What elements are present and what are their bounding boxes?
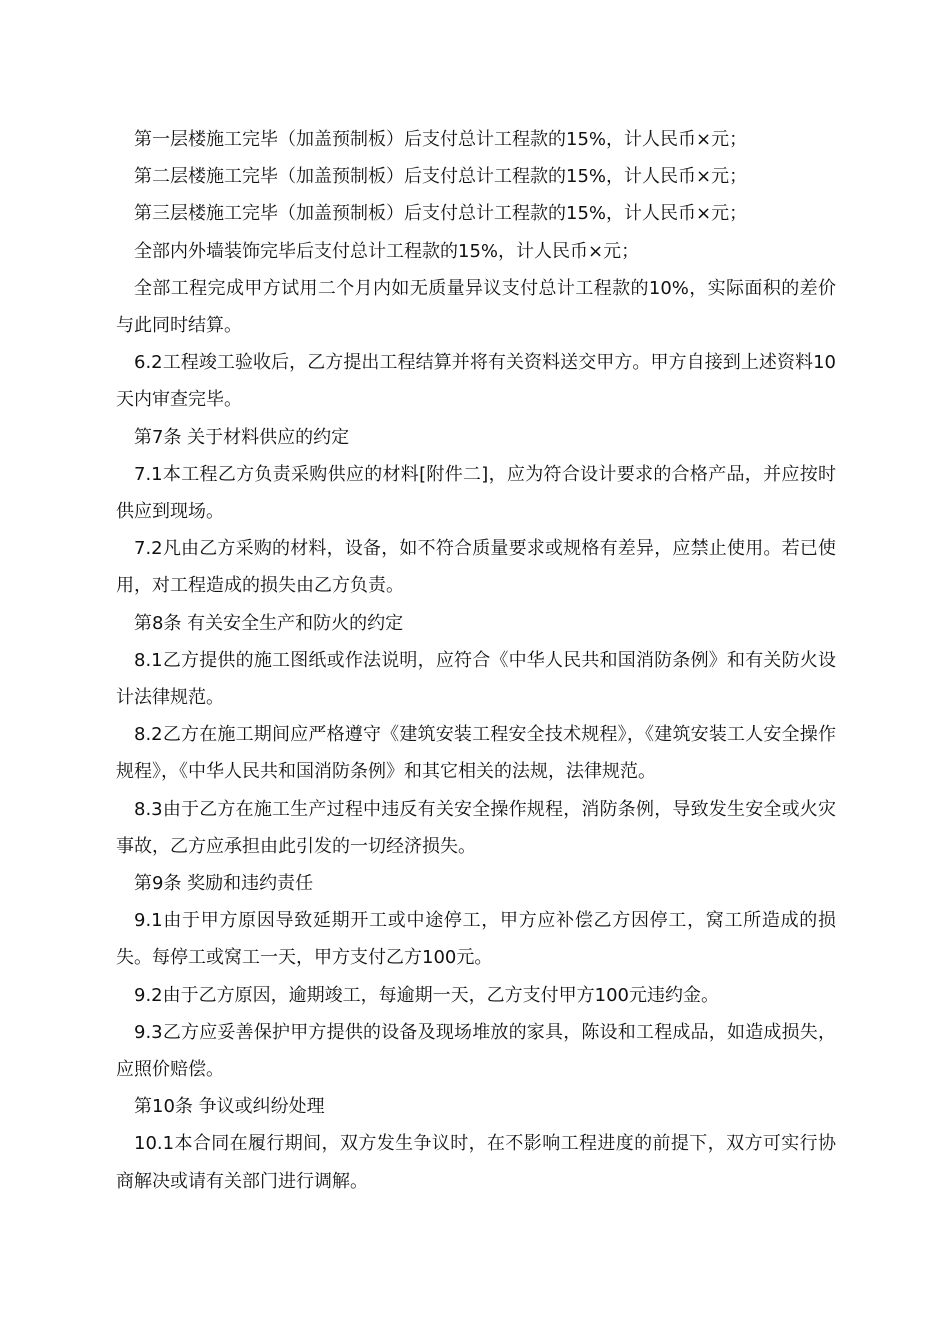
clause-9-1: 9.1由于甲方原因导致延期开工或中途停工，甲方应补偿乙方因停工，窝工所造成的损失。每停工或窝工一天，甲方支付乙方100元。 xyxy=(116,910,836,969)
clause-10-1: 10.1本合同在履行期间，双方发生争议时，在不影响工程进度的前提下，双方可实行协商解决或请有关部门进行调解。 xyxy=(116,1133,836,1192)
clause-9-3: 9.3乙方应妥善保护甲方提供的设备及现场堆放的家具，陈设和工程成品，如造成损失，应照价赔偿。 xyxy=(116,1021,836,1081)
clause-8-1: 8.1乙方提供的施工图纸或作法说明，应符合《中华人民共和国消防条例》和有关防火设计法律规范。 xyxy=(116,649,836,709)
payment-floor-2: 第二层楼施工完毕（加盖预制板）后支付总计工程款的15%，计人民币×元； xyxy=(134,166,748,188)
payment-final: 全部工程完成甲方试用二个月内如无质量异议支付总计工程款的10%，实际面积的差价与此同时结算。 xyxy=(116,277,836,337)
document-body xyxy=(116,121,836,1200)
payment-floor-1: 第一层楼施工完毕（加盖预制板）后支付总计工程款的15%，计人民币×元； xyxy=(134,129,748,150)
article-7-heading: 第7条 关于材料供应的约定 xyxy=(134,426,350,448)
clause-9-2: 9.2由于乙方原因，逾期竣工，每逾期一天，乙方支付甲方100元违约金。 xyxy=(134,984,719,1006)
payment-walls: 全部内外墙装饰完毕后支付总计工程款的15%，计人民币×元； xyxy=(134,240,640,262)
clause-7-1: 7.1本工程乙方负责采购供应的材料[附件二]，应为符合设计要求的合格产品，并应按时供应到现场。 xyxy=(116,463,836,523)
payment-floor-3: 第三层楼施工完毕（加盖预制板）后支付总计工程款的15%，计人民币×元； xyxy=(134,203,748,225)
clause-7-2: 7.2凡由乙方采购的材料，设备，如不符合质量要求或规格有差异，应禁止使用。若已使用，对工程造成的损失由乙方负责。 xyxy=(116,538,836,597)
article-9-heading: 第9条 奖励和违约责任 xyxy=(134,873,314,895)
clause-8-2: 8.2乙方在施工期间应严格遵守《建筑安装工程安全技术规程》，《建筑安装工人安全操作规程》，《中华人民共和国消防条例》和其它相关的法规，法律规范。 xyxy=(116,724,836,783)
article-8-heading: 第8条 有关安全生产和防火的约定 xyxy=(134,612,404,634)
clause-8-3: 8.3由于乙方在施工生产过程中违反有关安全操作规程，消防条例，导致发生安全或火灾事故，乙方应承担由此引发的一切经济损失。 xyxy=(116,798,836,857)
article-10-heading: 第10条 争议或纠纷处理 xyxy=(134,1096,325,1118)
clause-6-2: 6.2工程竣工验收后，乙方提出工程结算并将有关资料送交甲方。甲方自接到上述资料10天内审查完毕。 xyxy=(116,352,836,411)
